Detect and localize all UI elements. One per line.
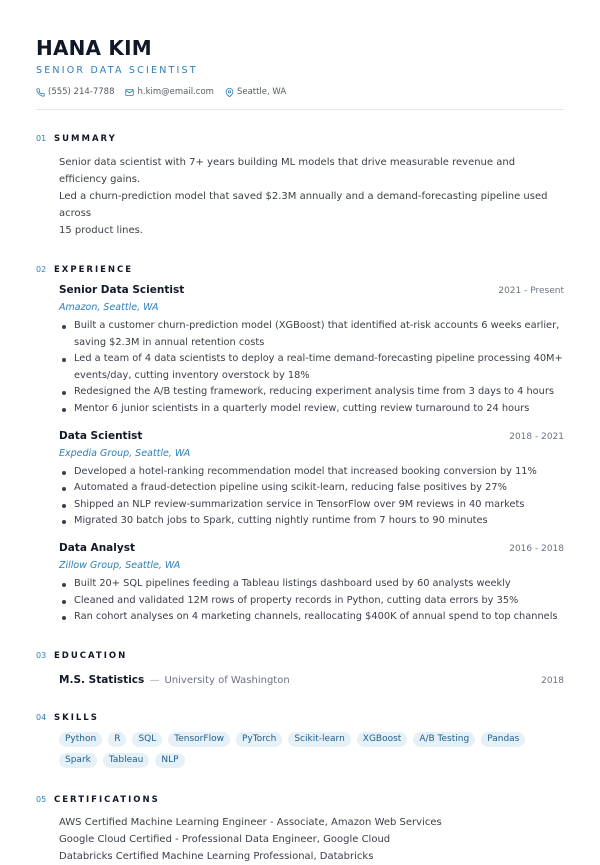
- certification-item: AWS Certified Machine Learning Engineer - Associate, Amazon Web Services: [59, 816, 442, 828]
- phone-text: (555) 214-7788: [48, 87, 115, 97]
- job-dates: 2018 - 2021: [509, 431, 564, 442]
- job-dates: 2016 - 2018: [509, 543, 564, 554]
- section-title: SKILLS: [54, 712, 99, 723]
- education-entry: [59, 670, 564, 689]
- job-bullet: Developed a hotel-ranking recommendation model that increased booking conversion by 11%: [59, 464, 564, 481]
- summary-line: Senior data scientist with 7+ years building ML models that drive measurable revenue and efficiency gains.: [59, 157, 516, 185]
- section-heading: [36, 712, 564, 724]
- education-section: [36, 650, 564, 689]
- skill-chip: A/B Testing: [413, 732, 475, 747]
- summary-text: [59, 154, 564, 239]
- job-company: Amazon, Seattle, WA: [59, 302, 159, 313]
- candidate-title: SENIOR DATA SCIENTIST: [36, 65, 198, 76]
- skill-chip: Python: [59, 732, 102, 747]
- section-heading: [36, 133, 564, 145]
- skill-chip: NLP: [155, 753, 184, 768]
- job-role: Data Analyst: [59, 541, 135, 554]
- job-bullets: [59, 576, 564, 626]
- section-title: EDUCATION: [54, 650, 128, 661]
- job-bullet: Automated a fraud-detection pipeline using scikit-learn, reducing false positives by 27%: [59, 480, 564, 497]
- skill-chip: XGBoost: [357, 732, 408, 747]
- skill-chip: SQL: [132, 732, 162, 747]
- job-bullets: [59, 318, 564, 418]
- section-number: 03: [36, 650, 47, 660]
- job-role: Data Scientist: [59, 429, 143, 442]
- job-bullet: Built a customer churn-prediction model (XGBoost) that identified at-risk accounts 6 weeks earlier, saving $2.3M in annual retention costs: [59, 318, 564, 351]
- job-bullets: [59, 464, 564, 530]
- section-heading: [36, 650, 564, 662]
- section-number: 04: [36, 712, 47, 722]
- section-title: SUMMARY: [54, 134, 117, 144]
- job-bullet: Migrated 30 batch jobs to Spark, cutting nightly runtime from 7 hours to 90 minutes: [59, 513, 564, 530]
- skill-chip: Spark: [59, 753, 97, 768]
- skill-chip: R: [108, 732, 126, 747]
- job-entry: [59, 541, 564, 626]
- contact-row: [36, 86, 564, 98]
- job-bullet: Mentor 6 junior scientists in a quarterly model review, cutting review turnaround to 24 hours: [59, 401, 564, 418]
- section-title: CERTIFICATIONS: [54, 794, 160, 805]
- experience-section: [36, 264, 564, 626]
- header-divider: [36, 109, 564, 110]
- job-entry: [59, 429, 564, 530]
- job-dates: 2021 - Present: [498, 286, 564, 296]
- edu-separator: —: [149, 674, 160, 686]
- skill-chip: Tableau: [103, 753, 150, 768]
- skills-section: [36, 712, 564, 774]
- contact-phone: [36, 86, 114, 98]
- edu-school: University of Washington: [164, 674, 290, 686]
- job-company: Expedia Group, Seattle, WA: [59, 447, 191, 459]
- certification-item: Google Cloud Certified - Professional Data Engineer, Google Cloud: [59, 833, 391, 845]
- skills-list: [59, 732, 564, 774]
- contact-email: [125, 86, 213, 98]
- summary-section: [36, 133, 564, 239]
- certification-item: Databricks Certified Machine Learning Professional, Databricks: [59, 850, 374, 862]
- edu-year: 2018: [541, 675, 564, 686]
- resume-page: [36, 36, 564, 865]
- job-role: Senior Data Scientist: [59, 284, 185, 296]
- job-bullet: Led a team of 4 data scientists to deploy a real-time demand-forecasting pipeline processing 40M+ events/day, cutting inventory overstock by 18%: [59, 351, 564, 384]
- edu-degree: M.S. Statistics: [59, 673, 145, 686]
- email-icon: [125, 88, 134, 97]
- section-title: EXPERIENCE: [54, 265, 134, 275]
- candidate-name: HANA KIM: [36, 36, 152, 60]
- skill-chip: PyTorch: [236, 732, 282, 747]
- resume-header: [36, 36, 564, 110]
- section-number: 02: [36, 265, 47, 274]
- section-number: 01: [36, 134, 47, 143]
- location-pin-icon: [225, 88, 234, 97]
- location-text: Seattle, WA: [236, 87, 287, 97]
- section-number: 05: [36, 794, 47, 804]
- section-heading: [36, 264, 564, 276]
- certifications-list: [59, 814, 564, 865]
- job-bullet: Built 20+ SQL pipelines feeding a Tableau listings dashboard used by 60 analysts weekly: [59, 576, 564, 593]
- skill-chip: Pandas: [481, 732, 525, 747]
- job-company: Zillow Group, Seattle, WA: [59, 559, 181, 571]
- summary-line: 15 product lines.: [59, 225, 143, 236]
- contact-location: [225, 86, 286, 98]
- summary-line: Led a churn-prediction model that saved $2.3M annually and a demand-forecasting pipeline used across: [59, 191, 548, 219]
- job-bullet: Cleaned and validated 12M rows of property records in Python, cutting data errors by 35%: [59, 593, 564, 610]
- skill-chip: TensorFlow: [168, 732, 230, 747]
- email-text: h.kim@email.com: [137, 87, 214, 97]
- job-bullet: Shipped an NLP review-summarization service in TensorFlow over 9M reviews in 40 markets: [59, 497, 564, 514]
- phone-icon: [36, 88, 45, 97]
- job-bullet: Ran cohort analyses on 4 marketing channels, reallocating $400K of annual spend to top channels: [59, 609, 564, 626]
- section-heading: [36, 794, 564, 806]
- job-bullet: Redesigned the A/B testing framework, reducing experiment analysis time from 3 days to 4 hours: [59, 384, 564, 401]
- certifications-section: [36, 794, 564, 865]
- job-entry: [59, 283, 564, 418]
- skill-chip: Scikit-learn: [288, 732, 350, 747]
